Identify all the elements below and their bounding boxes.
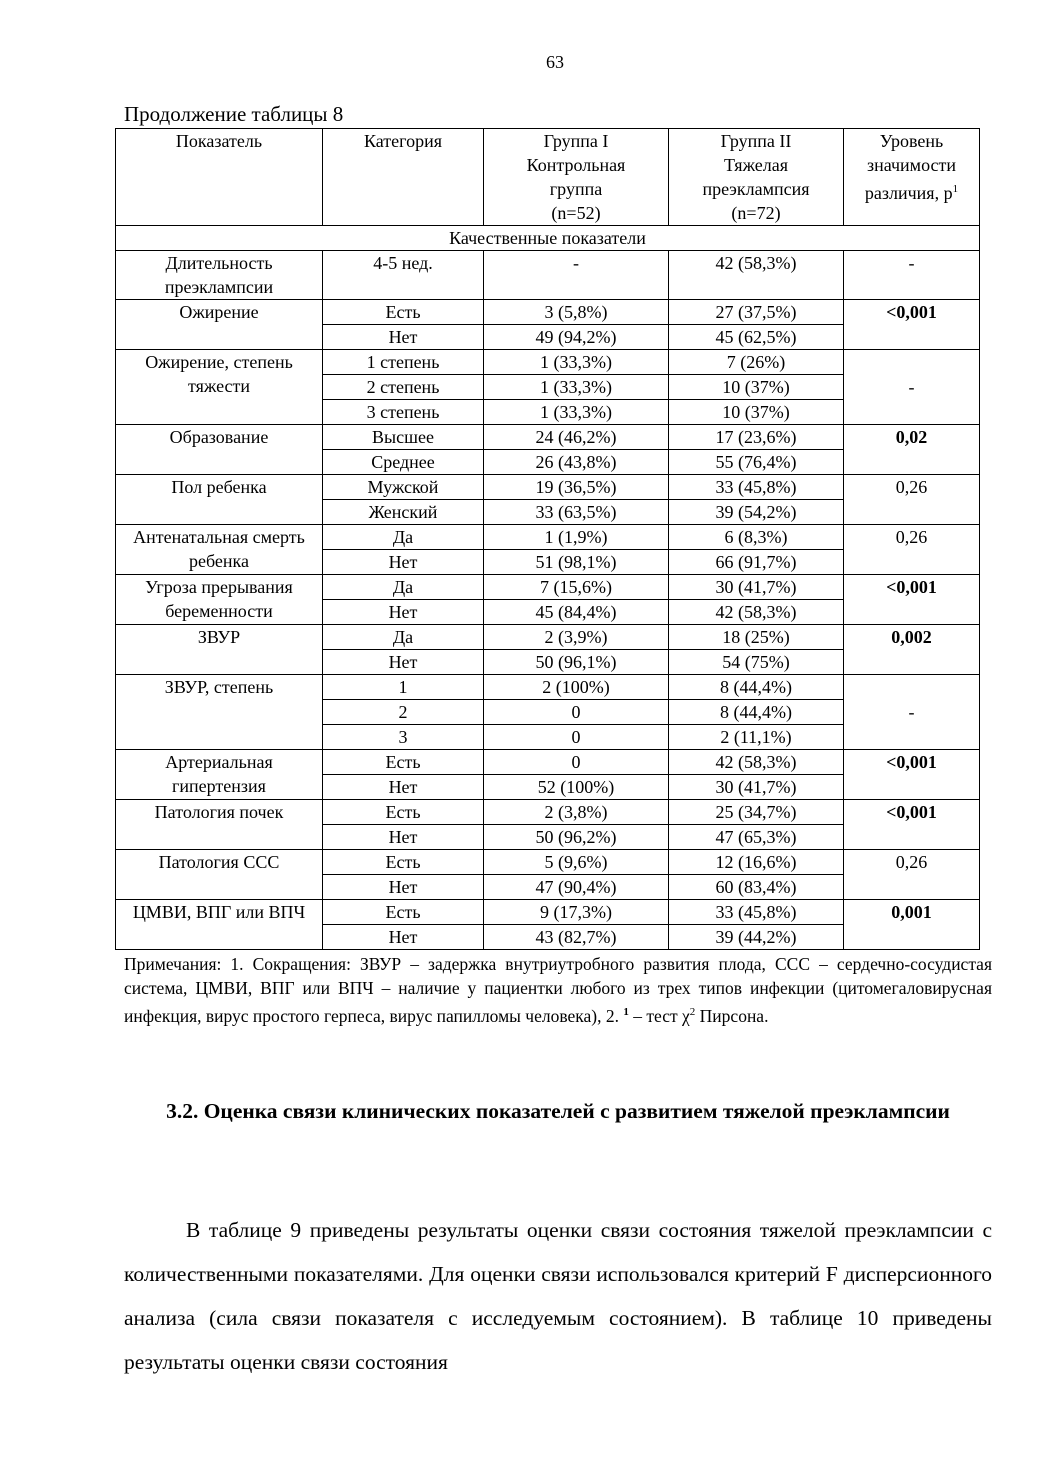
cell-significance: <0,001 xyxy=(844,750,980,800)
data-table xyxy=(115,128,980,950)
table-notes xyxy=(124,952,992,1028)
header-group2-line: Тяжелая xyxy=(723,155,789,175)
cell-group1: 9 (17,3%) xyxy=(484,900,669,925)
header-group2-line: преэклампсия xyxy=(702,179,810,199)
cell-significance: 0,26 xyxy=(844,525,980,575)
cell-group1: 33 (63,5%) xyxy=(484,500,669,525)
header-group1-line: Контрольная xyxy=(526,155,626,175)
cell-group2: 42 (58,3%) xyxy=(669,600,844,625)
cell-significance: <0,001 xyxy=(844,575,980,625)
cell-significance: 0,001 xyxy=(844,900,980,950)
header-group2-line: Группа II xyxy=(720,131,792,151)
table-row xyxy=(116,850,980,875)
cell-category: Нет xyxy=(323,875,484,900)
header-group1-line: (n=52) xyxy=(551,203,601,223)
cell-group2: 2 (11,1%) xyxy=(669,725,844,750)
cell-group1: 26 (43,8%) xyxy=(484,450,669,475)
body-paragraph: В таблице 9 приведены результаты оценки связи состояния тяжелой преэклампсии с количественными показателями. Для оценки связи использовался критерий F дисперсионного анализа (сила связи показателя с исследуемым состоянием). В таблице 10 приведены результаты оценки связи состояния xyxy=(124,1218,992,1374)
cell-group2: 42 (58,3%) xyxy=(669,750,844,775)
cell-category: Нет xyxy=(323,825,484,850)
cell-group2: 33 (45,8%) xyxy=(669,475,844,500)
cell-indicator: ЗВУР, степень xyxy=(116,675,323,750)
header-group1-line: Группа I xyxy=(543,131,609,151)
cell-indicator: Угроза прерывания беременности xyxy=(116,575,323,625)
cell-category: 3 xyxy=(323,725,484,750)
cell-group2: 10 (37%) xyxy=(669,375,844,400)
table-row xyxy=(116,750,980,775)
table-row xyxy=(116,300,980,325)
cell-group2: 7 (26%) xyxy=(669,350,844,375)
cell-group1: 19 (36,5%) xyxy=(484,475,669,500)
cell-indicator: ЗВУР xyxy=(116,625,323,675)
table-row xyxy=(116,425,980,450)
cell-category: Есть xyxy=(323,800,484,825)
cell-indicator: Ожирение, степень тяжести xyxy=(116,350,323,425)
cell-category: Есть xyxy=(323,900,484,925)
cell-category: Нет xyxy=(323,550,484,575)
cell-category: Высшее xyxy=(323,425,484,450)
cell-group1: 1 (33,3%) xyxy=(484,350,669,375)
cell-significance: - xyxy=(844,251,980,300)
cell-significance: <0,001 xyxy=(844,800,980,850)
cell-group1: 52 (100%) xyxy=(484,775,669,800)
table-row xyxy=(116,251,980,300)
cell-group1: - xyxy=(484,251,669,300)
cell-category: Среднее xyxy=(323,450,484,475)
notes-sup: 1 xyxy=(623,1006,629,1018)
section-label: Качественные показатели xyxy=(116,226,980,251)
header-indicator: Показатель xyxy=(116,129,323,226)
header-group1 xyxy=(484,129,669,226)
cell-group2: 8 (44,4%) xyxy=(669,700,844,725)
cell-category: 2 степень xyxy=(323,375,484,400)
section-heading: 3.2. Оценка связи клинических показателей с развитием тяжелой преэклампсии xyxy=(166,1099,950,1123)
cell-group2: 45 (62,5%) xyxy=(669,325,844,350)
cell-significance: - xyxy=(844,350,980,425)
cell-category: 2 xyxy=(323,700,484,725)
header-category: Категория xyxy=(323,129,484,226)
cell-group1: 1 (33,3%) xyxy=(484,400,669,425)
cell-group2: 25 (34,7%) xyxy=(669,800,844,825)
cell-significance: 0,26 xyxy=(844,475,980,525)
cell-category: 1 xyxy=(323,675,484,700)
cell-group1: 49 (94,2%) xyxy=(484,325,669,350)
cell-category: 1 степень xyxy=(323,350,484,375)
table-row xyxy=(116,525,980,550)
header-significance-line: Уровень xyxy=(879,131,944,151)
cell-group1: 0 xyxy=(484,750,669,775)
cell-group2: 18 (25%) xyxy=(669,625,844,650)
cell-indicator: Патология ССС xyxy=(116,850,323,900)
header-significance-sup: 1 xyxy=(952,183,959,195)
header-significance-line: значимости xyxy=(866,155,957,175)
notes-text: – тест χ xyxy=(628,1005,690,1026)
table-row xyxy=(116,800,980,825)
cell-group2: 12 (16,6%) xyxy=(669,850,844,875)
cell-indicator: Антенатальная смерть ребенка xyxy=(116,525,323,575)
table-row xyxy=(116,475,980,500)
cell-group1: 47 (90,4%) xyxy=(484,875,669,900)
cell-group2: 42 (58,3%) xyxy=(669,251,844,300)
cell-group2: 47 (65,3%) xyxy=(669,825,844,850)
cell-group2: 54 (75%) xyxy=(669,650,844,675)
cell-category: Есть xyxy=(323,300,484,325)
cell-indicator: Артериальная гипертензия xyxy=(116,750,323,800)
cell-significance: 0,26 xyxy=(844,850,980,900)
table-row xyxy=(116,675,980,700)
header-group2 xyxy=(669,129,844,226)
cell-group2: 33 (45,8%) xyxy=(669,900,844,925)
cell-category: Да xyxy=(323,525,484,550)
table-row xyxy=(116,625,980,650)
cell-group1: 7 (15,6%) xyxy=(484,575,669,600)
cell-category: Да xyxy=(323,575,484,600)
cell-category: Нет xyxy=(323,325,484,350)
cell-significance: 0,002 xyxy=(844,625,980,675)
table-caption: Продолжение таблицы 8 xyxy=(124,102,344,126)
cell-group1: 1 (1,9%) xyxy=(484,525,669,550)
cell-indicator: Длительность преэклампсии xyxy=(116,251,323,300)
notes-sup: 2 xyxy=(689,1006,696,1018)
notes-text: Пирсона. xyxy=(695,1005,769,1026)
table-header-row xyxy=(116,129,980,226)
cell-indicator: Образование xyxy=(116,425,323,475)
cell-group1: 2 (3,8%) xyxy=(484,800,669,825)
cell-indicator: ЦМВИ, ВПГ или ВПЧ xyxy=(116,900,323,950)
cell-significance: 0,02 xyxy=(844,425,980,475)
cell-indicator: Патология почек xyxy=(116,800,323,850)
table-row xyxy=(116,350,980,375)
cell-category: Женский xyxy=(323,500,484,525)
cell-group2: 39 (54,2%) xyxy=(669,500,844,525)
cell-group1: 1 (33,3%) xyxy=(484,375,669,400)
cell-group1: 24 (46,2%) xyxy=(484,425,669,450)
cell-group1: 45 (84,4%) xyxy=(484,600,669,625)
cell-group2: 60 (83,4%) xyxy=(669,875,844,900)
cell-group1: 0 xyxy=(484,700,669,725)
page-number: 63 xyxy=(546,52,564,72)
cell-group1: 43 (82,7%) xyxy=(484,925,669,950)
cell-category: 4-5 нед. xyxy=(323,251,484,300)
cell-category: Да xyxy=(323,625,484,650)
cell-group2: 6 (8,3%) xyxy=(669,525,844,550)
cell-category: Нет xyxy=(323,600,484,625)
cell-category: Есть xyxy=(323,750,484,775)
cell-group1: 50 (96,1%) xyxy=(484,650,669,675)
table-row xyxy=(116,900,980,925)
cell-group1: 5 (9,6%) xyxy=(484,850,669,875)
cell-group2: 30 (41,7%) xyxy=(669,775,844,800)
cell-group2: 8 (44,4%) xyxy=(669,675,844,700)
cell-group2: 30 (41,7%) xyxy=(669,575,844,600)
cell-group1: 0 xyxy=(484,725,669,750)
cell-group1: 51 (98,1%) xyxy=(484,550,669,575)
notes-text: Примечания: 1. Сокращения: ЗВУР – задержка внутриутробного развития плода, ССС – сердечно-сосудистая система, ЦМВИ, ВПГ или ВПЧ – наличие у пациентки любого из трех типов инфекции (цитомегаловирусная инфекция, вирус простого герпеса, вирус папилломы человека), 2. xyxy=(124,954,992,1026)
cell-group2: 66 (91,7%) xyxy=(669,550,844,575)
cell-indicator: Ожирение xyxy=(116,300,323,350)
cell-category: Есть xyxy=(323,850,484,875)
cell-significance: <0,001 xyxy=(844,300,980,350)
cell-category: Нет xyxy=(323,925,484,950)
cell-category: Нет xyxy=(323,775,484,800)
header-significance xyxy=(844,129,980,226)
cell-category: Нет xyxy=(323,650,484,675)
cell-group1: 2 (100%) xyxy=(484,675,669,700)
cell-group1: 50 (96,2%) xyxy=(484,825,669,850)
cell-group2: 27 (37,5%) xyxy=(669,300,844,325)
cell-significance: - xyxy=(844,675,980,750)
cell-group2: 17 (23,6%) xyxy=(669,425,844,450)
header-group1-line: группа xyxy=(549,179,603,199)
header-group2-line: (n=72) xyxy=(731,203,781,223)
cell-group2: 10 (37%) xyxy=(669,400,844,425)
table-body xyxy=(116,251,980,950)
cell-group1: 2 (3,9%) xyxy=(484,625,669,650)
cell-group1: 3 (5,8%) xyxy=(484,300,669,325)
table-row xyxy=(116,575,980,600)
cell-category: 3 степень xyxy=(323,400,484,425)
cell-group2: 55 (76,4%) xyxy=(669,450,844,475)
header-significance-line xyxy=(847,177,976,205)
cell-category: Мужской xyxy=(323,475,484,500)
header-significance-text: различия, p xyxy=(864,183,953,203)
cell-indicator: Пол ребенка xyxy=(116,475,323,525)
cell-group2: 39 (44,2%) xyxy=(669,925,844,950)
